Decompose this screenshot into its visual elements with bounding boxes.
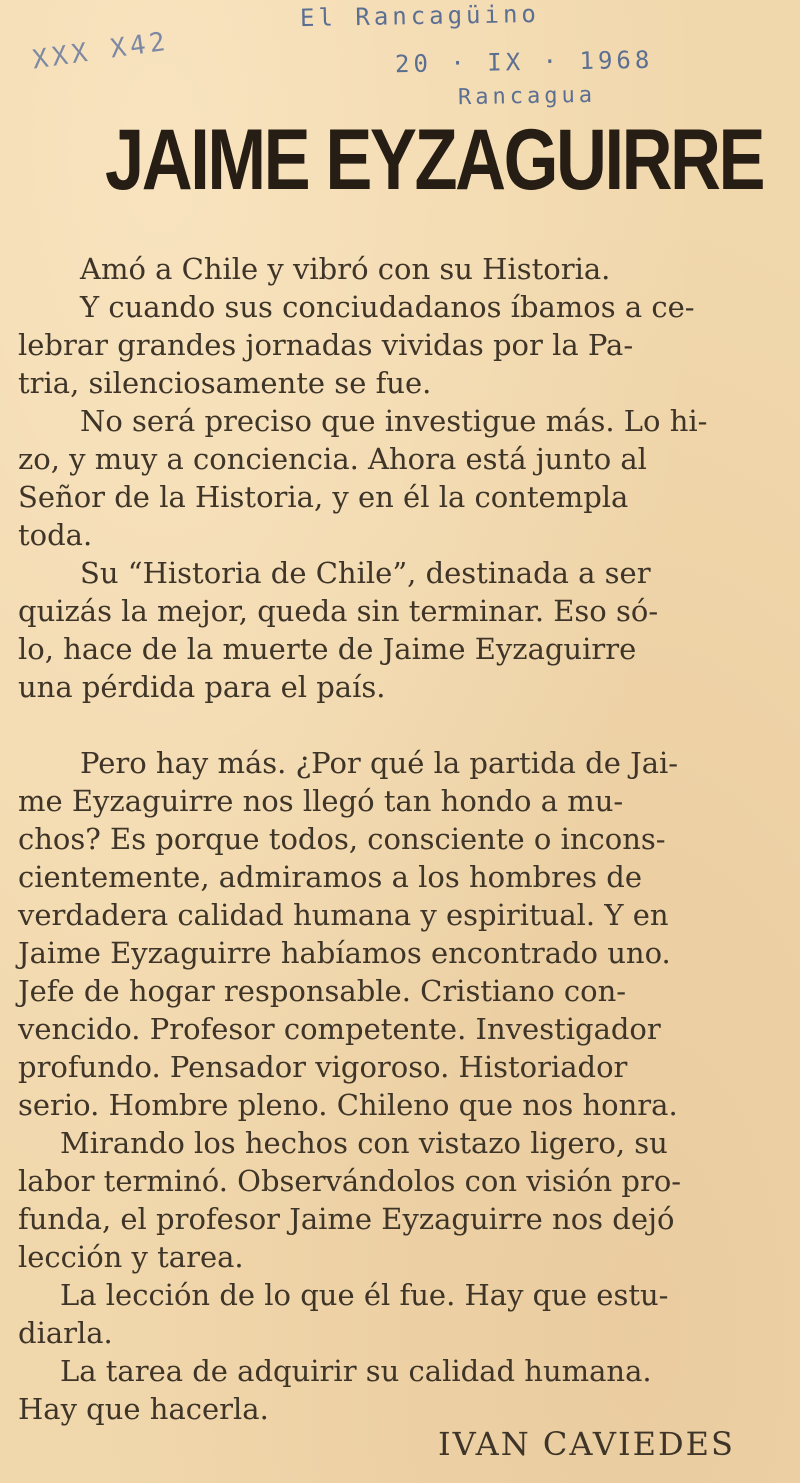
text-line: chos? Es porque todos, consciente o incons- (18, 822, 666, 856)
text-line: Amó a Chile y vibró con su Historia. (80, 252, 611, 286)
handwritten-source: El Rancagüino (299, 0, 541, 33)
text-line: La lección de lo que él fue. Hay que estu- (60, 1278, 669, 1312)
text-line: lo, hace de la muerte de Jaime Eyzaguirre (18, 632, 637, 666)
handwritten-archive-number: XXX X42 (30, 26, 171, 76)
text-line: diarla. (18, 1316, 113, 1350)
text-line: Mirando los hechos con vistazo ligero, su (60, 1126, 668, 1160)
handwritten-date: 20 · IX · 1968 (394, 45, 654, 79)
text-line: Señor de la Historia, y en él la contempla (18, 480, 629, 514)
text-line: Pero hay más. ¿Por qué la partida de Jai- (80, 746, 679, 780)
text-line: lección y tarea. (18, 1240, 244, 1274)
author-signature: IVAN CAVIEDES (438, 1425, 735, 1463)
text-line: serio. Hombre pleno. Chileno que nos honra. (18, 1088, 678, 1122)
text-line: toda. (18, 518, 93, 552)
text-line: Su “Historia de Chile”, destinada a ser (80, 556, 651, 590)
text-line: Hay que hacerla. (18, 1392, 269, 1426)
text-line: Jaime Eyzaguirre habíamos encontrado uno. (18, 936, 671, 970)
text-line: me Eyzaguirre nos llegó tan hondo a mu- (18, 784, 624, 818)
handwritten-place: Rancagua (457, 82, 597, 111)
text-line: tria, silenciosamente se fue. (18, 366, 432, 400)
text-line: Y cuando sus conciudadanos íbamos a ce- (80, 290, 695, 324)
text-line: profundo. Pensador vigoroso. Historiador (18, 1050, 628, 1084)
text-line: labor terminó. Observándolos con visión pro- (18, 1164, 682, 1198)
text-line: verdadera calidad humana y espiritual. Y en (18, 898, 669, 932)
text-line: zo, y muy a conciencia. Ahora está junto al (18, 442, 647, 476)
text-line: funda, el profesor Jaime Eyzaguirre nos dejó (18, 1202, 675, 1236)
text-line: No será preciso que investigue más. Lo hi- (80, 404, 708, 438)
text-line: una pérdida para el país. (18, 670, 386, 704)
text-line: Jefe de hogar responsable. Cristiano con- (18, 974, 627, 1008)
text-line: La tarea de adquirir su calidad humana. (60, 1354, 652, 1388)
text-line: lebrar grandes jornadas vividas por la Pa- (18, 328, 634, 362)
text-line: quizás la mejor, queda sin terminar. Eso só- (18, 594, 659, 628)
text-line: cientemente, admiramos a los hombres de (18, 860, 642, 894)
text-line: vencido. Profesor competente. Investigador (18, 1012, 661, 1046)
article-title: JAIME EYZAGUIRRE (105, 112, 764, 208)
